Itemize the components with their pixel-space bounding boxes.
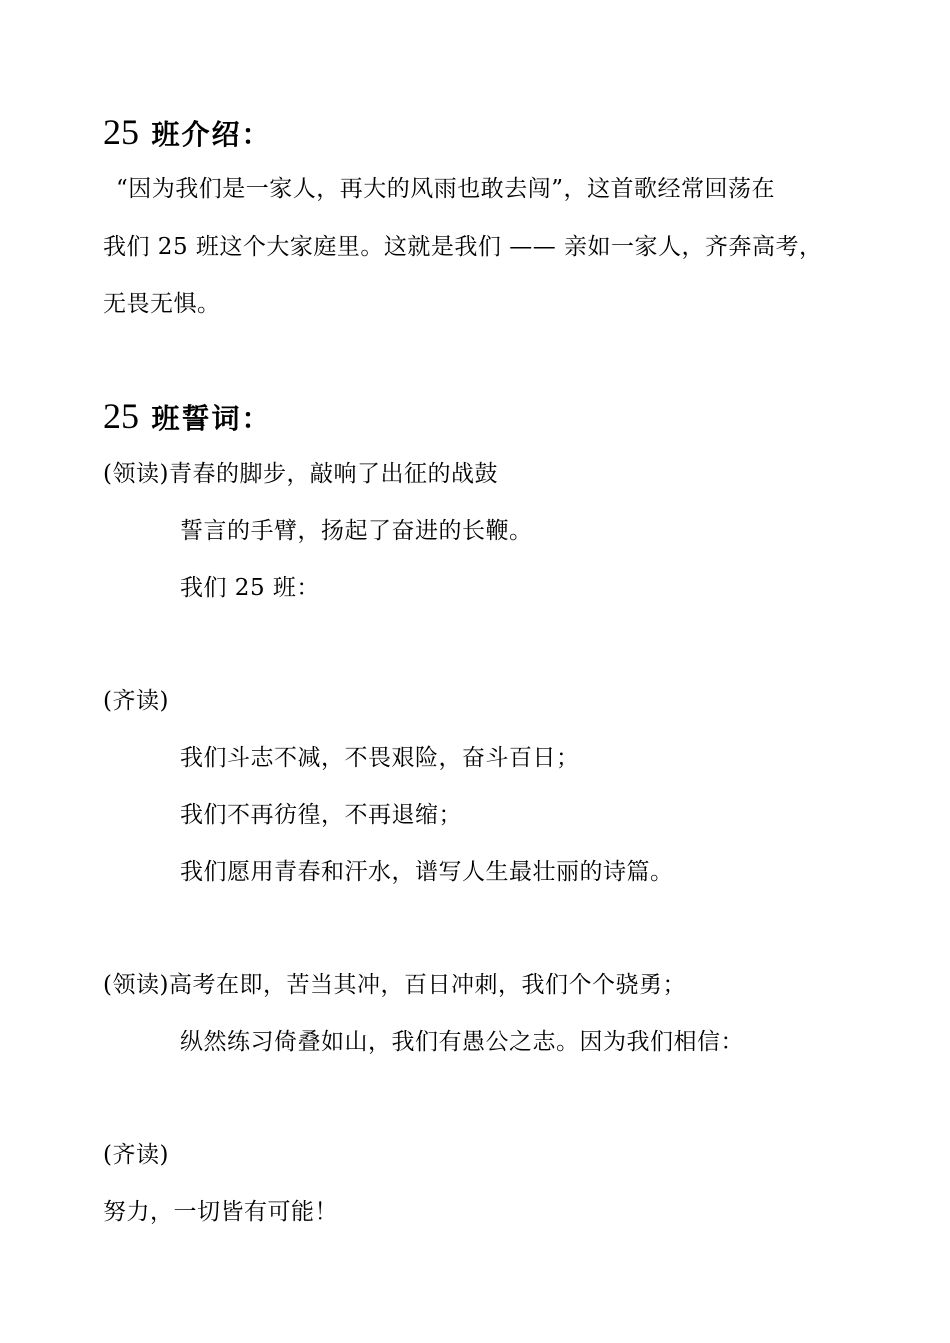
oath-section2-line-3: 我们愿用青春和汗水，谱写人生最壮丽的诗篇。	[180, 859, 674, 885]
oath-heading-text: 班誓词：	[151, 402, 272, 435]
intro-heading-text: 班介绍：	[151, 118, 272, 151]
oath-section3-lead: (领读)高考在即，苦当其冲，百日冲刺，我们个个骁勇；	[103, 972, 686, 998]
oath-heading-number: 25	[103, 396, 139, 436]
intro-heading	[103, 110, 272, 157]
oath-section2-line-2: 我们不再彷徨，不再退缩；	[180, 802, 462, 828]
oath-section1-line-2: 我们 25 班：	[180, 575, 320, 601]
oath-section1-line-1: 誓言的手臂，扬起了奋进的长鞭。	[180, 518, 533, 544]
intro-line-2: 我们 25 班这个大家庭里。这就是我们 —— 亲如一家人，齐奔高考，	[103, 234, 823, 260]
intro-line-3: 无畏无惧。	[103, 291, 221, 317]
oath-section3-line-1: 纵然练习倚叠如山，我们有愚公之志。因为我们相信：	[180, 1029, 744, 1055]
oath-section4-line-1: 努力，一切皆有可能！	[103, 1199, 338, 1225]
oath-section1-lead: (领读)青春的脚步，敲响了出征的战鼓	[103, 461, 498, 487]
oath-section2-line-1: 我们斗志不减，不畏艰险，奋斗百日；	[180, 745, 580, 771]
oath-section2-lead: (齐读)	[103, 688, 169, 714]
oath-section4-lead: (齐读)	[103, 1142, 169, 1168]
intro-heading-number: 25	[103, 112, 139, 152]
oath-heading	[103, 394, 272, 441]
intro-line-1: “因为我们是一家人，再大的风雨也敢去闯”，这首歌经常回荡在	[116, 176, 776, 202]
